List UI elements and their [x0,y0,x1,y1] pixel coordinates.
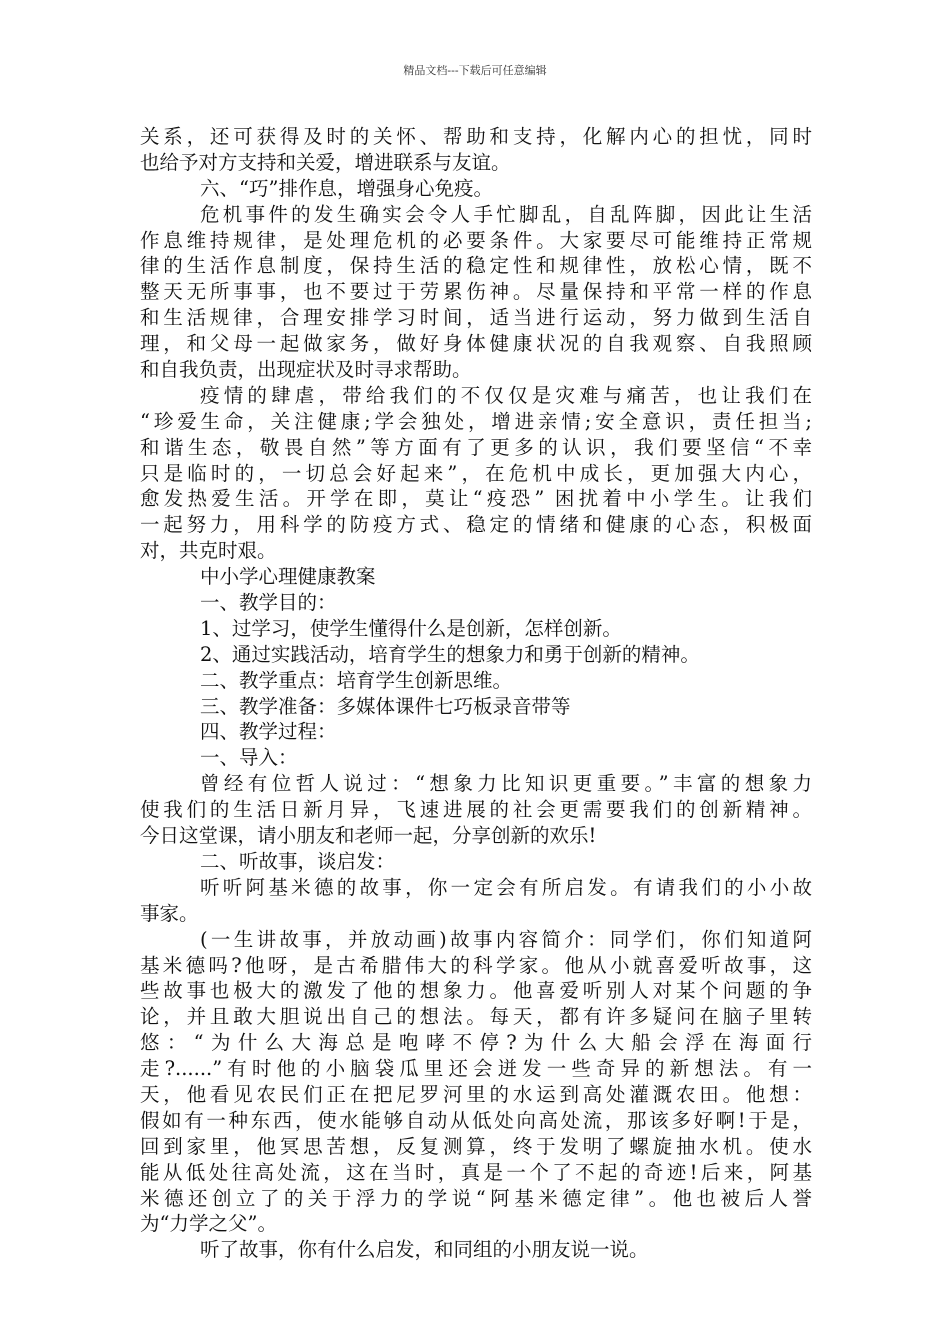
text-line: 假如有一种东西，使水能够自动从低处向高处流，那该多好啊!于是， [140,1108,812,1132]
text-line: 事家。 [140,901,199,925]
text-line: 作息维持规律，是处理危机的必要条件。大家要尽可能维持正常规 [140,228,812,252]
text-line: 关系，还可获得及时的关怀、帮助和支持，化解内心的担忧，同时 [140,125,812,148]
text-line: 三、教学准备：多媒体课件七巧板录音带等 [200,694,571,718]
text-line: 走?......”有时他的小脑袋瓜里还会迸发一些奇异的新想法。有一 [140,1057,812,1081]
text-line: 整天无所事事，也不要过于劳累伤神。尽量保持和平常一样的作息 [140,280,812,304]
text-line: 听了故事，你有什么启发，和同组的小朋友说一说。 [200,1238,649,1262]
text-line: 米德还创立了的关于浮力的学说“阿基米德定律”。他也被后人誉 [140,1186,812,1210]
text-line: 悠：“为什么大海总是咆哮不停?为什么大船会浮在海面行 [140,1031,812,1055]
text-line: “珍爱生命，关注健康;学会独处，增进亲情;安全意识，责任担当; [140,409,812,433]
text-line: 二、听故事，谈启发： [200,849,396,873]
text-line: 听听阿基米德的故事，你一定会有所启发。有请我们的小小故 [200,875,812,899]
text-line: 2、通过实践活动，培育学生的想象力和勇于创新的精神。 [200,642,700,666]
text-line: 使我们的生活日新月异，飞速进展的社会更需要我们的创新精神。 [140,798,812,822]
text-line: 和自我负责，出现症状及时寻求帮助。 [140,358,472,382]
page-header: 精品文档---下载后可任意编辑 [403,64,547,77]
text-line: 论，并且敢大胆说出自己的想法。每天，都有许多疑问在脑子里转 [140,1005,812,1029]
text-line: 愈发热爱生活。开学在即，莫让“疫恐” 困扰着中小学生。让我们 [140,487,812,511]
text-line: 六、“巧”排作息，增强身心免疫。 [200,176,493,200]
text-line: 只是临时的，一切总会好起来”，在危机中成长，更加强大内心， [140,461,812,485]
text-line: (一生讲故事，并放动画)故事内容简介：同学们，你们知道阿 [200,927,812,951]
text-line: 危机事件的发生确实会令人手忙脚乱，自乱阵脚，因此让生活 [200,202,812,226]
text-line: 一、教学目的： [200,591,337,615]
text-line: 回到家里，他冥思苦想，反复测算，终于发明了螺旋抽水机。使水 [140,1134,812,1158]
text-line: 中小学心理健康教案 [200,565,376,589]
text-line: 1、过学习，使学生懂得什么是创新，怎样创新。 [200,616,622,640]
text-line: 今日这堂课，请小朋友和老师一起，分享创新的欢乐! [140,824,597,848]
text-line: 为“力学之父”。 [140,1212,277,1236]
text-line: 也给予对方支持和关爱，增进联系与友谊。 [140,150,511,174]
text-line: 疫情的肆虐，带给我们的不仅仅是灾难与痛苦，也让我们在 [200,383,812,407]
text-line: 和谐生态，敬畏自然”等方面有了更多的认识，我们要坚信“不幸 [140,435,812,459]
text-line: 一、导入： [200,746,298,770]
text-line: 二、教学重点：培育学生创新思维。 [200,668,513,692]
text-line: 理，和父母一起做家务，做好身体健康状况的自我观察、自我照顾 [140,332,812,356]
text-line: 和生活规律，合理安排学习时间，适当进行运动，努力做到生活自 [140,306,812,330]
document-body [140,124,812,1263]
text-line: 天，他看见农民们正在把尼罗河里的水运到高处灌溉农田。他想： [140,1082,812,1106]
text-line: 曾经有位哲人说过：“想象力比知识更重要。”丰富的想象力 [200,772,812,796]
text-line: 能从低处往高处流，这在当时，真是一个了不起的奇迹!后来，阿基 [140,1160,812,1184]
text-line: 四、教学过程： [200,720,337,744]
text-line: 对，共克时艰。 [140,539,277,563]
text-line: 律的生活作息制度，保持生活的稳定性和规律性，放松心情，既不 [140,254,812,278]
text-line: 基米德吗?他呀，是古希腊伟大的科学家。他从小就喜爱听故事，这 [140,953,812,977]
text-line: 些故事也极大的激发了他的想象力。他喜爱听别人对某个问题的争 [140,979,812,1003]
text-line: 一起努力，用科学的防疫方式、稳定的情绪和健康的心态，积极面 [140,513,812,537]
